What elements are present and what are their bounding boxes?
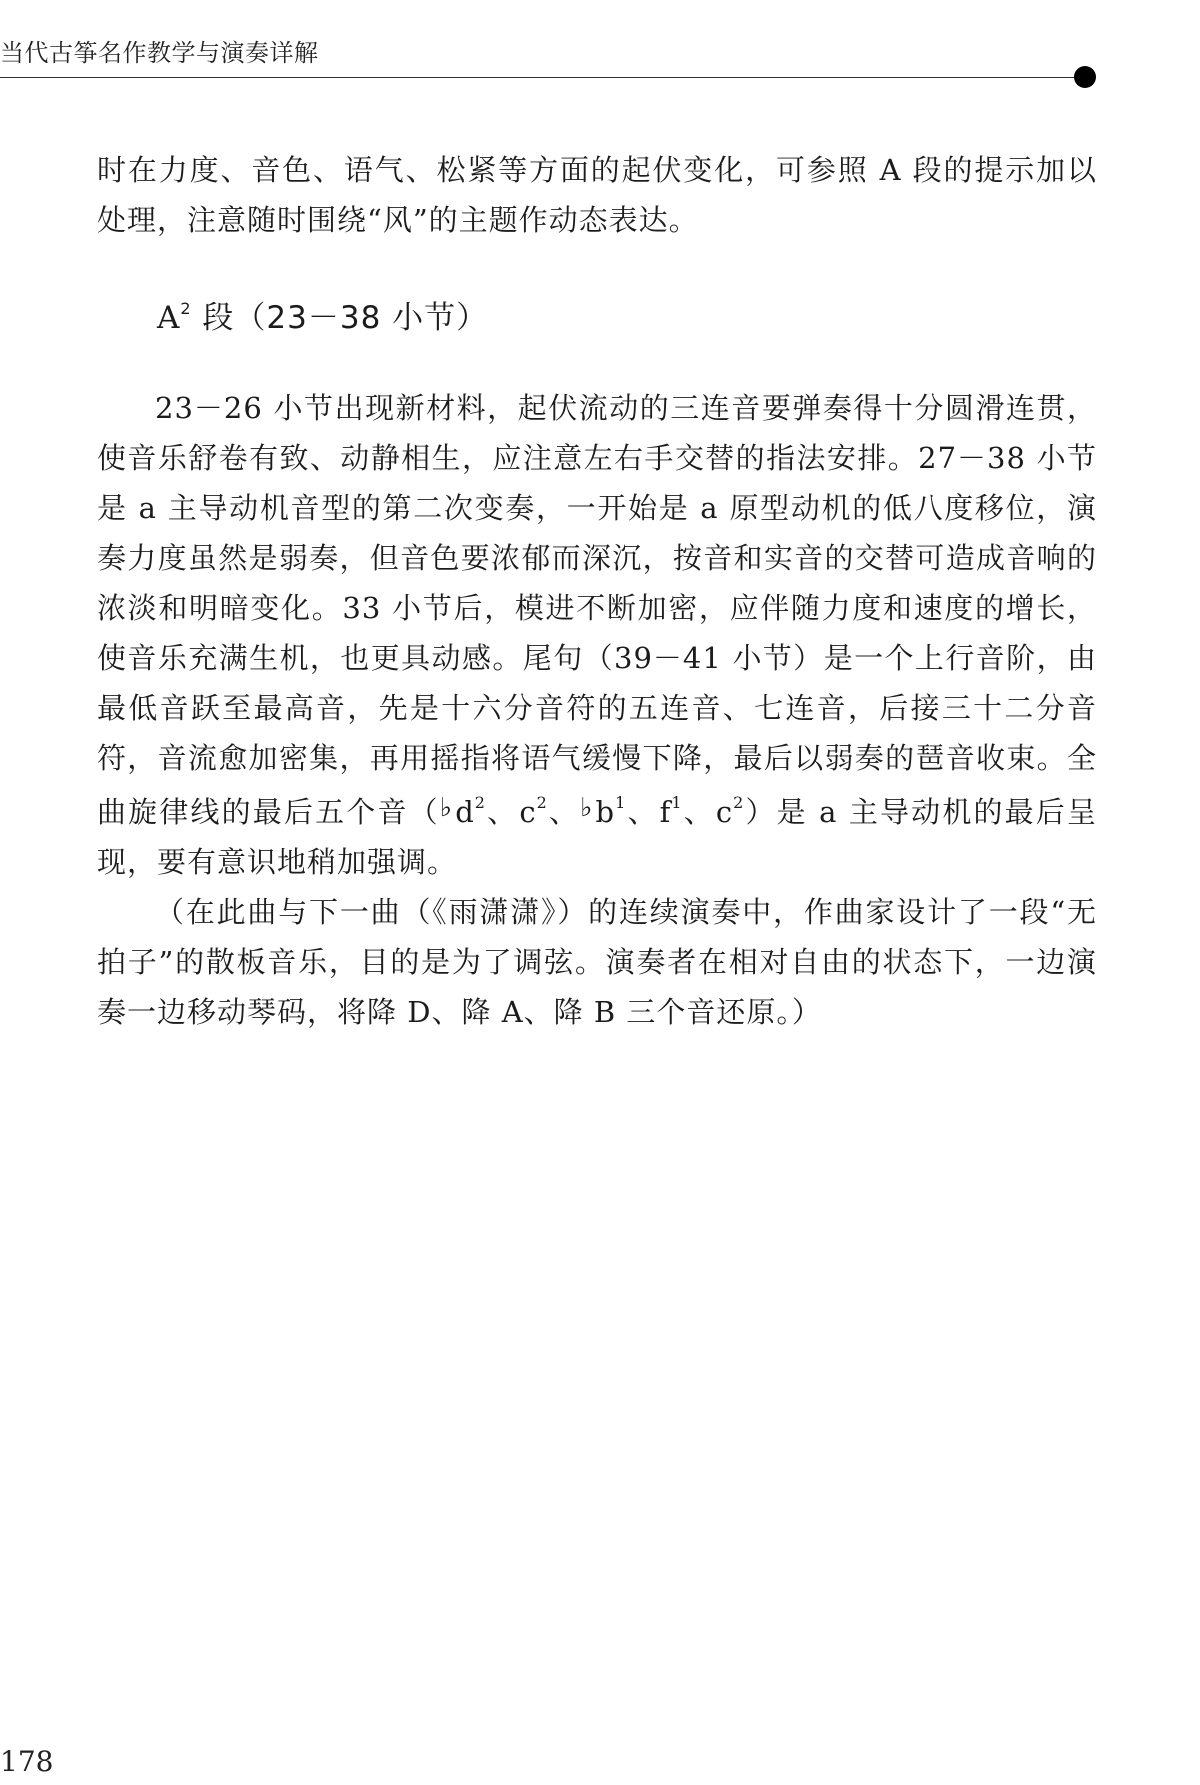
note-item — [440, 795, 519, 829]
note-octave: 2 — [536, 793, 548, 812]
page-number: 178 — [0, 1745, 54, 1778]
section-title: 段（23－38 小节） — [191, 300, 489, 336]
note-separator: 、 — [485, 795, 519, 829]
flat-sign-icon: ♭ — [439, 793, 455, 823]
section-superscript: 2 — [180, 299, 192, 318]
paragraph-note: （在此曲与下一曲（《雨潇潇》）的连续演奏中，作曲家设计了一段“无拍子”的散板音乐，目的是为了调弦。演奏者在相对自由的状态下，一边演奏一边移动琴码，将降 D、降 A、降 B 三个音还原。） — [97, 895, 1097, 1029]
note-separator: 、 — [682, 795, 715, 829]
note-letter: d — [455, 795, 475, 829]
paragraph-continuation: 时在力度、音色、语气、松紧等方面的起伏变化，可参照 A 段的提示加以处理，注意随时围绕“风”的主题作动态表达。 — [97, 153, 1097, 237]
book-title: 当代古筝名作教学与演奏详解 — [0, 39, 319, 67]
running-header — [0, 38, 1200, 98]
note-item — [518, 795, 580, 829]
header-bullet-dot — [1074, 66, 1096, 88]
section-letter: A — [157, 300, 181, 336]
note-item — [715, 795, 744, 829]
note-list — [440, 795, 745, 829]
note-letter: f — [659, 795, 672, 829]
note-octave: 1 — [615, 793, 627, 812]
note-item — [580, 795, 659, 829]
header-rule — [0, 77, 1078, 78]
page-body — [97, 145, 1097, 1037]
note-item — [659, 795, 715, 829]
note-separator: 、 — [626, 795, 659, 829]
flat-sign-icon: ♭ — [580, 793, 595, 823]
section-heading — [157, 293, 1097, 343]
note-octave: 2 — [733, 793, 745, 812]
note-letter: b — [595, 795, 616, 829]
paragraph-main — [97, 383, 1097, 887]
note-letter: c — [519, 795, 537, 829]
note-octave: 1 — [671, 793, 683, 812]
paragraph-main-text: 23－26 小节出现新材料，起伏流动的三连音要弹奏得十分圆滑连贯，使音乐舒卷有致、动静相生，应注意左右手交替的指法安排。27－38 小节是 a 主导动机音型的第二次变奏，一开始是 a 原型动机的低八度移位，演奏力度虽然是弱奏，但音色要浓郁而深沉，按音和实音的交替可造成音响的浓淡和明暗变化。33 小节后，模进不断加密，应伴随力度和速度的增长，使音乐充满生机，也更具动感。尾句（39－41 小节）是一个上行音阶，由最低音跃至最高音，先是十六分音符的五连音、七连音，后接三十二分音符，音流愈加密集，再用摇指将语气缓慢下降，最后以弱奏的琶音收束。全曲旋律线的最后五个音（ — [97, 391, 1097, 829]
paragraph-main-text-end: ）是 a 主导动机的最后呈现，要有意识地稍加强调。 — [97, 795, 1097, 879]
note-separator: 、 — [547, 795, 581, 829]
note-letter: c — [715, 795, 734, 829]
note-octave: 2 — [474, 793, 486, 812]
